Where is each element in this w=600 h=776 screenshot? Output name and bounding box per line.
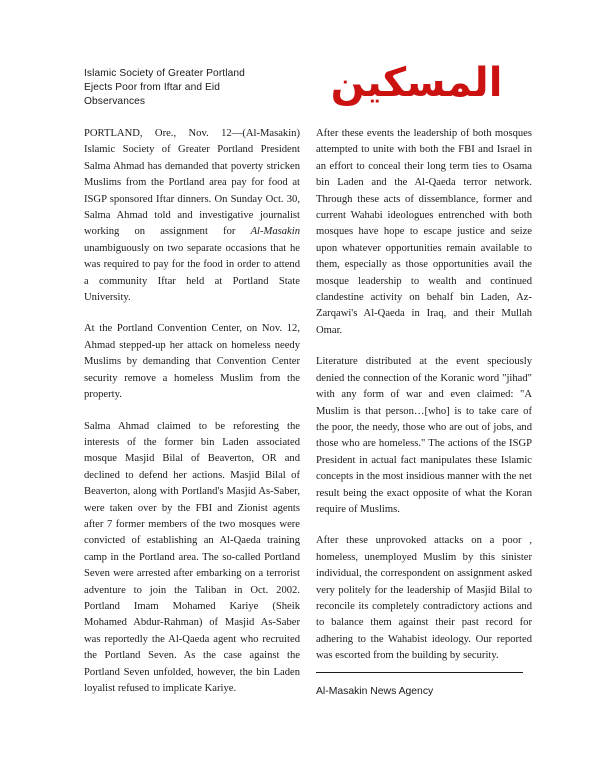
headline-line-1: Islamic Society of Greater Portland (84, 68, 245, 79)
publication-name-italic: Al-Masakin (250, 226, 300, 238)
masthead (84, 55, 524, 115)
dateline-text-before: PORTLAND, Ore., Nov. 12—(Al-Masakin) Islamic Society of Greater Portland President Salma Ahmad has demanded that poverty stricken Muslims from the Portland area pay for food at ISGP sponsored Iftar dinners. On Sunday Oct. 30, Salma Ahmad told and investigative journalist working on assignment for (84, 128, 300, 238)
dateline-text-after: unambiguously on two separate occasions that he was required to pay for the food in order to attend a community Iftar held at Portland State University. (84, 242, 300, 304)
paragraph-masjid-bilal: Salma Ahmad claimed to be reforesting the interests of the former bin Laden associated mosque Masjid Bilal of Beaverton, OR and declined to defend her actions. Masjid Bilal of Beaverton, along with Portland's Masjid As-Saber, were taken over by the FBI and Zionist agents after 7 former members of the two mosques were convicted of establishing an Al-Qaeda training camp in the Portland area. The so-called Portland Seven were arrested after embarking on a terrorist adventure to join the Taliban in Oct. 2002. Portland Imam Mohamed Kariye (Sheik Mohamed Abdur-Rahman) of Masjid As-Saber was reportedly the Al-Qaeda agent who recruited the Portland Seven. As the case against the Portland Seven unfolded, however, the bin Laden loyalist refused to implicate Kariye. (84, 420, 300, 694)
page-title (84, 67, 300, 110)
article-column-left (84, 126, 300, 697)
paragraph-correspondent: After these unprovoked attacks on a poor , homeless, unemployed Muslim by this sinister individual, the correspondent on assignment asked very politely for the leadership of Masjid Bilal to reconcile its completely contradictory actions and to balance them against their past record for adhering to the Wahabist ideology. Our reported was escorted from the building by security. (316, 535, 532, 662)
arabic-masthead-title: المسكين (330, 60, 503, 106)
paragraph-dateline (84, 126, 300, 306)
headline-line-2: Ejects Poor from Iftar and Eid (84, 82, 221, 94)
paragraph-literature: Literature distributed at the event speciously denied the connection of the Koranic word "jihad" with any form of war and even claimed: "A Muslim is that person…[who] is to take care of the poor, the needy, those who are out of jobs, and those who are homeless." The actions of the ISGP President in actual fact manipulates these Islamic concepts in the most insidious manner with the net result being the exact opposite of what the Koran require of Muslims. (316, 356, 532, 515)
news-agency-credit: Al-Masakin News Agency (316, 686, 434, 697)
headline-line-3: Observances (84, 96, 146, 108)
article-column-right (316, 126, 532, 665)
footer-divider (316, 672, 523, 673)
paragraph-leadership: After these events the leadership of both mosques attempted to unite with both the FBI and Israel in an effort to conceal their long term ties to Osama bin Laden and the Al-Qaeda terror network. Through these acts of dissemblance, former and current Wahabi ideologues entrenched with both mosques have hope to escape justice and seize upon whatever opportunities remain available to them, especially as those opportunities avail the mosque leadership to wealth and continued clandestine activity on behalf bin Laden, Az-Zarqawi's Al-Qaeda in Iraq, and their Mullah Omar. (316, 128, 532, 336)
paragraph-convention-center: At the Portland Convention Center, on Nov. 12, Ahmad stepped-up her attack on homeless needy Muslims by demanding that Convention Center security remove a homeless Muslim from the property. (84, 323, 300, 401)
